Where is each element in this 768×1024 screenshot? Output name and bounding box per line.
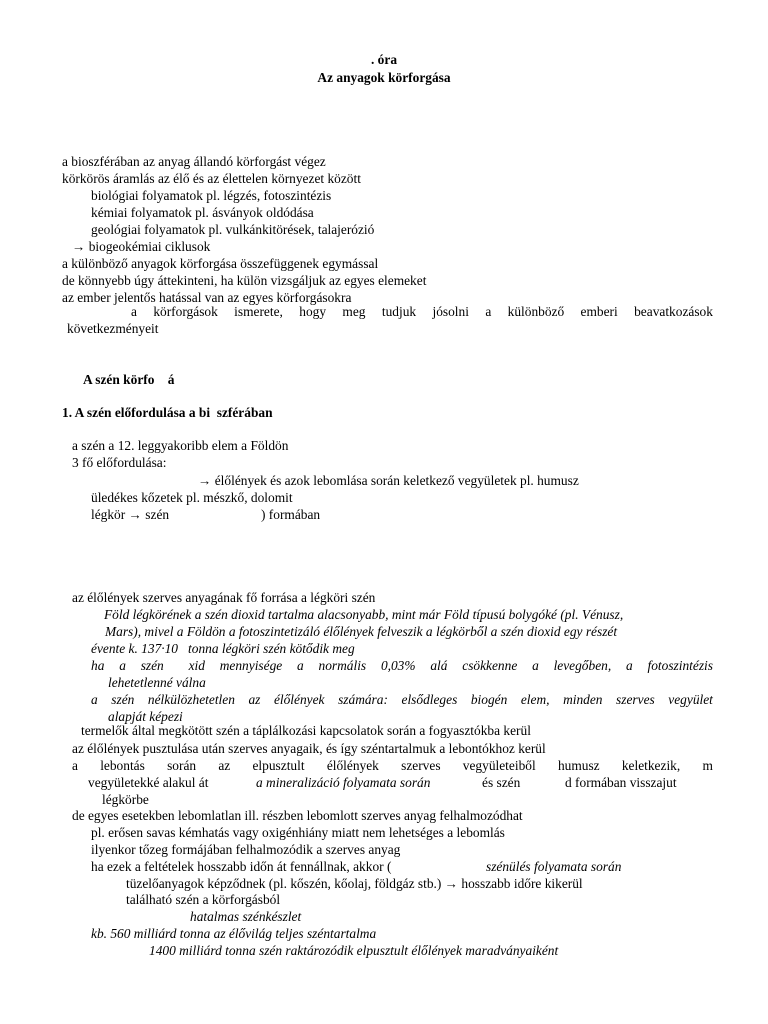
cycle-line: az élőlények szerves anyagának fő forrása a légköri szén	[72, 590, 376, 605]
intro-line: körkörös áramlás az élő és az élettelen környezet között	[62, 171, 361, 186]
cycle-line: termelők által megkötött szén a táplálkozási kapcsolatok során a fogyasztókba kerül	[81, 723, 531, 738]
occurrence-line: → élőlények és azok lebomlása során keletkező vegyületek pl. humusz	[198, 473, 579, 488]
cycle-line: az élőlények pusztulása után szerves anyagaik, és így széntartalmuk a lebontókhoz kerül	[72, 741, 546, 756]
cycle-line: szénülés folyamata során	[486, 859, 622, 874]
intro-line: a különböző anyagok körforgása összefüggenek egymással	[62, 256, 379, 271]
cycle-line: hatalmas szénkészlet	[190, 909, 302, 924]
justified-line: a szén nélkülözhetetlen az élőlények számára: elsődleges biogén elem, minden szerves vegyület	[91, 692, 713, 707]
subsection-heading: 1. A szén előfordulása a bi szférában	[62, 405, 273, 420]
cycle-line: található szén a körforgásból	[126, 892, 281, 907]
cycle-line: de egyes esetekben lebomlatlan ill. részben lebomlott szerves anyag felhalmozódhat	[72, 808, 523, 823]
cycle-line: tüzelőanyagok képződnek (pl. kőszén, kőolaj, földgáz stb.) → hosszabb időre kikerül	[126, 876, 583, 891]
justified-line: a körforgások ismerete, hogy meg tudjuk jósolni a különböző emberi beavatkozások	[131, 304, 713, 319]
cycle-line: évente k. 137·10 tonna légköri szén kötődik meg	[91, 641, 355, 656]
occurrence-line: ) formában	[261, 507, 321, 522]
cycle-line: a mineralizáció folyamata során	[256, 775, 431, 790]
section-heading: A szén körfo á	[83, 372, 175, 387]
cycle-line: 1400 milliárd tonna szén raktározódik elpusztult élőlények maradványaiként	[149, 943, 559, 958]
intro-line: geológiai folyamatok pl. vulkánkitörések, talajerózió	[91, 222, 375, 237]
occurrence-line: üledékes kőzetek pl. mészkő, dolomit	[91, 490, 293, 505]
justified-line: ha a szén xid mennyisége a normális 0,03% alá csökkenne a levegőben, a fotoszintézis	[91, 658, 713, 673]
intro-line: az ember jelentős hatással van az egyes körforgásokra	[62, 290, 352, 305]
intro-line: következményeit	[67, 321, 159, 336]
cycle-line: kb. 560 milliárd tonna az élővilág teljes széntartalma	[91, 926, 377, 941]
cycle-line: légkörbe	[102, 792, 149, 807]
cycle-line: és szén	[482, 775, 521, 790]
intro-line: a bioszférában az anyag állandó körforgást végez	[62, 154, 326, 169]
intro-line: kémiai folyamatok pl. ásványok oldódása	[91, 205, 314, 220]
cycle-line: ha ezek a feltételek hosszabb időn át fennállnak, akkor (	[91, 859, 392, 874]
cycle-line: pl. erősen savas kémhatás vagy oxigénhiány miatt nem lehetséges a lebomlás	[91, 825, 505, 840]
cycle-line: ilyenkor tőzeg formájában felhalmozódik a szerves anyag	[91, 842, 401, 857]
intro-line: de könnyebb úgy áttekinteni, ha külön vizsgáljuk az egyes elemeket	[62, 273, 427, 288]
cycle-line: vegyületekké alakul át	[88, 775, 209, 790]
occurrence-line: légkör → szén	[91, 507, 170, 522]
occurrence-line: a szén a 12. leggyakoribb elem a Földön	[72, 438, 289, 453]
cycle-line: d formában visszajut	[565, 775, 677, 790]
cycle-line: Föld légkörének a szén dioxid tartalma alacsonyabb, mint már Föld típusú bolygóké (pl. Vénusz,	[104, 607, 624, 622]
occurrence-line: 3 fő előfordulása:	[72, 455, 167, 470]
intro-line: → biogeokémiai ciklusok	[72, 239, 211, 254]
cycle-line: alapját képezi	[108, 709, 183, 724]
lesson-number: . óra	[370, 52, 398, 67]
cycle-line: Mars), mivel a Földön a fotoszintetizáló élőlények felveszik a légkörből a szén dioxid egy részét	[105, 624, 618, 639]
intro-line: biológiai folyamatok pl. légzés, fotoszintézis	[91, 188, 332, 203]
cycle-line: lehetetlenné válna	[108, 675, 206, 690]
page-title: Az anyagok körforgása	[317, 70, 451, 85]
justified-line: a lebontás során az elpusztult élőlények szerves vegyületeiből humusz keletkezik, m	[72, 758, 713, 773]
